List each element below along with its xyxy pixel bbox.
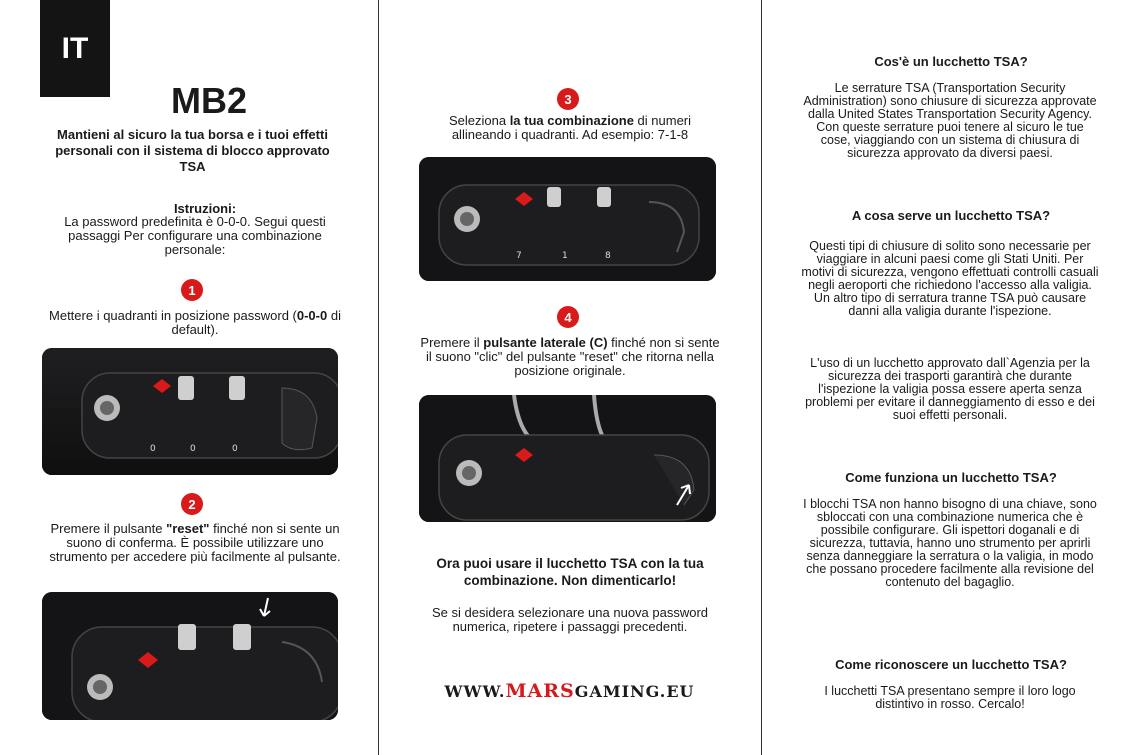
website-brand-red: MARS [505, 680, 575, 702]
closing-message: Ora puoi usare il lucchetto TSA con la tua combinazione. Non dimenticarlo! [436, 556, 704, 588]
step-1-pre: Mettere i quadranti in posizione password ( [49, 308, 297, 323]
faq-3-answer: I blocchi TSA non hanno bisogno di una chiave, sono sbloccati con una combinazione numerica che è possibile configurare. Gli ispettori doganali e di sicurezza, tuttavia, hanno uno strumento per aprirli senza danneggiare la serratura o la valigia, in modo che possano procedere facilmente alla revisione del contenuto del bagaglio. [803, 497, 1097, 589]
step-3-bold: la tua combinazione [509, 113, 634, 128]
step-1-bold: 0-0-0 [296, 308, 328, 323]
faq-1-question: Cos'è un lucchetto TSA? [874, 54, 1028, 69]
step-4-photo [419, 395, 716, 522]
closing-note: Se si desidera selezionare una nuova password numerica, ripetere i passaggi precedenti. [431, 605, 709, 634]
step-4-badge: 4 [557, 306, 579, 328]
faq-2-answer: Questi tipi di chiusure di solito sono necessarie per viaggiare in alcuni paesi come gli Stati Uniti. Per motivi di sicurezza, vengono effettuati controlli casuali negli aeroporti che richiedono l'accesso alla valigia. Un altro tipo di serratura tranne TSA può causare danni alla valigia durante l'ispezione. [801, 239, 1099, 318]
step-1-post: di default). [171, 308, 341, 337]
step-2-badge: 2 [181, 493, 203, 515]
instructions-body: La password predefinita è 0-0-0. Segui questi passaggi Per configurare una combinazione personale: [64, 214, 326, 257]
language-badge: IT [40, 0, 110, 97]
dial-digit-3: 0 [232, 444, 238, 454]
faq-3-question: Come funziona un lucchetto TSA? [845, 470, 1057, 485]
faq-1-answer: Le serrature TSA (Transportation Security Administration) sono chiusure di sicurezza approvate dalla United States Transportation Security Agency. Con queste serrature puoi tenere al sicuro le tue cose, viaggiando con un sistema di chiusura di sicurezza approvato da diversi paesi. [803, 81, 1097, 160]
faq-4-question: Come riconoscere un lucchetto TSA? [835, 657, 1067, 672]
model-title: MB2 [170, 80, 247, 121]
step-4-post: finché non si sente il suono "clic" del pulsante "reset" che ritorna nella posizione originale. [426, 335, 720, 378]
step-2-photo [42, 592, 338, 720]
faq-2-answer-continued: L'uso di un lucchetto approvato dall`Agenzia per la sicurezza dei trasporti garantirà che durante l'ispezione la valigia possa essere aperta senza problemi per evitare il danneggiamento di esso e dei suoi effetti personali. [805, 356, 1095, 422]
column-divider-right [761, 0, 762, 755]
step-2-bold: "reset" [166, 521, 210, 536]
dial-digit-3: 8 [605, 251, 611, 261]
step-3-photo [419, 157, 716, 281]
dial-digit-2: 0 [190, 444, 196, 454]
step-4-pre: Premere il [420, 335, 484, 350]
step-2-post: finché non si sente un suono di conferma. È possibile utilizzare uno strumento per accedere più facilmente al pulsante. [49, 521, 341, 564]
website-prefix: WWW. [444, 682, 506, 701]
step-4-text [420, 336, 720, 378]
tagline: Mantieni al sicuro la tua borsa e i tuoi effetti personali con il sistema di blocco approvato TSA [55, 127, 330, 174]
step-3-text [420, 114, 720, 142]
dial-digit-2: 1 [562, 251, 568, 261]
step-3-pre: Seleziona [448, 113, 510, 128]
step-2-pre: Premere il pulsante [50, 521, 167, 536]
website-link[interactable] [378, 680, 761, 702]
faq-4-answer: I lucchetti TSA presentano sempre il loro logo distintivo in rosso. Cercalo! [824, 684, 1076, 711]
faq-2-question: A cosa serve un lucchetto TSA? [851, 208, 1051, 223]
instructions-heading: Istruzioni: [173, 201, 237, 216]
website-brand-rest: GAMING [574, 682, 660, 701]
step-3-badge: 3 [557, 88, 579, 110]
step-2-text [45, 522, 345, 564]
website-suffix: .EU [659, 682, 695, 701]
column-divider-left [378, 0, 379, 755]
step-1-badge: 1 [181, 279, 203, 301]
step-1-text [45, 309, 345, 337]
step-4-bold: pulsante laterale (C) [483, 335, 608, 350]
step-3-post: di numeri allineando i quadranti. Ad esempio: 7-1-8 [451, 113, 692, 142]
step-1-photo [42, 348, 338, 475]
dial-digit-1: 0 [150, 444, 156, 454]
dial-digit-1: 7 [516, 251, 522, 261]
